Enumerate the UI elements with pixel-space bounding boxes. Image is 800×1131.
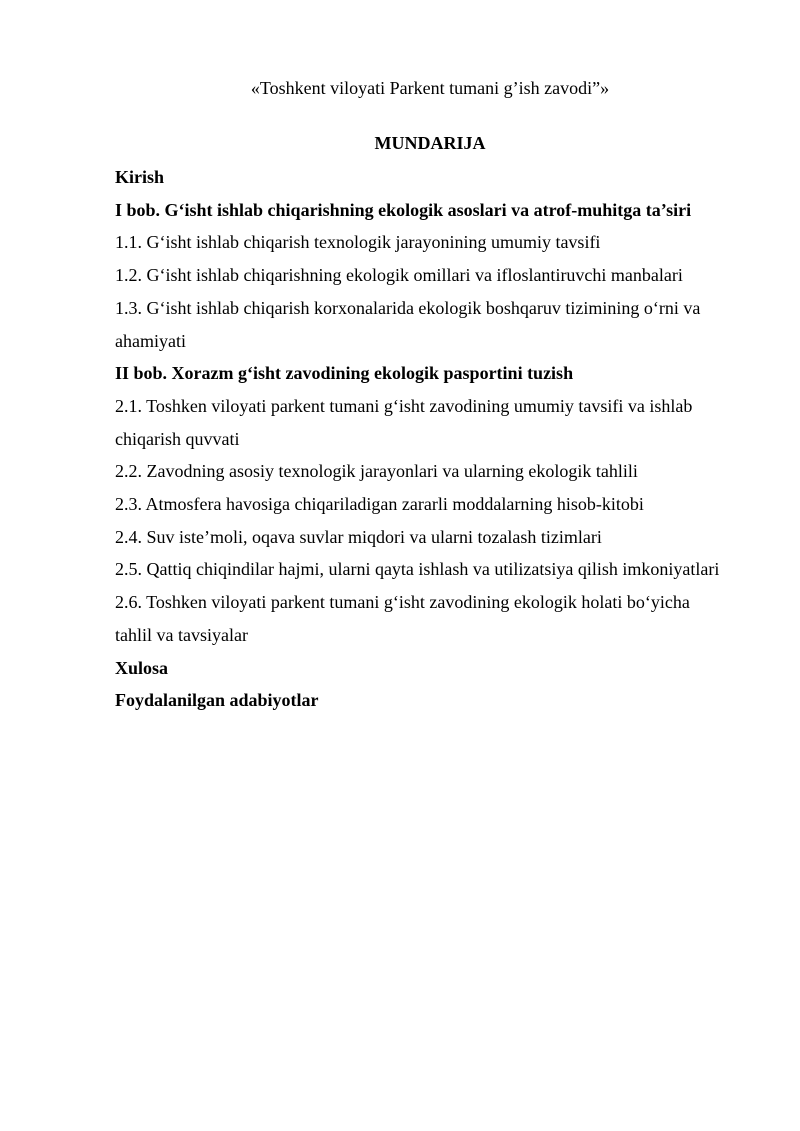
toc-entry: 2.2. Zavodning asosiy texnologik jarayonlari va ularning ekologik tahlili	[115, 461, 638, 482]
toc-entry: 2.6. Toshken viloyati parkent tumani g‘isht zavodining ekologik holati bo‘yicha tahlil va tavsiyalar	[115, 592, 690, 645]
toc-section-heading: Foydalanilgan adabiyotlar	[115, 690, 319, 711]
table-of-contents	[115, 161, 730, 717]
toc-section-heading: Xulosa	[115, 657, 169, 678]
document-title: «Toshkent viloyati Parkent tumani g’ish zavodi”»	[250, 78, 610, 98]
toc-section-heading: II bob. Xorazm g‘isht zavodining ekologik pasportini tuzish	[115, 363, 574, 384]
toc-entry: 1.2. G‘isht ishlab chiqarishning ekologik omillari va ifloslantiruvchi manbalari	[115, 265, 683, 286]
toc-entry: 1.3. G‘isht ishlab chiqarish korxonalarida ekologik boshqaruv tizimining o‘rni va ahamiyati	[115, 297, 701, 351]
toc-entry: 1.1. G‘isht ishlab chiqarish texnologik jarayonining umumiy tavsifi	[115, 232, 601, 253]
contents-heading: MUNDARIJA	[374, 133, 486, 153]
toc-entry: 2.4. Suv iste’moli, oqava suvlar miqdori va ularni tozalash tizimlari	[115, 526, 602, 547]
toc-entry: 2.1. Toshken viloyati parkent tumani g‘isht zavodining umumiy tavsifi va ishlab chiqarish quvvati	[115, 395, 693, 449]
toc-entry: 2.3. Atmosfera havosiga chiqariladigan zararli moddalarning hisob-kitobi	[115, 494, 644, 515]
toc-entry: 2.5. Qattiq chiqindilar hajmi, ularni qayta ishlash va utilizatsiya qilish imkoniyatlari	[115, 559, 720, 580]
toc-section-heading: I bob. G‘isht ishlab chiqarishning ekologik asoslari va atrof-muhitga ta’siri	[115, 199, 692, 220]
toc-section-heading: Kirish	[115, 167, 165, 187]
